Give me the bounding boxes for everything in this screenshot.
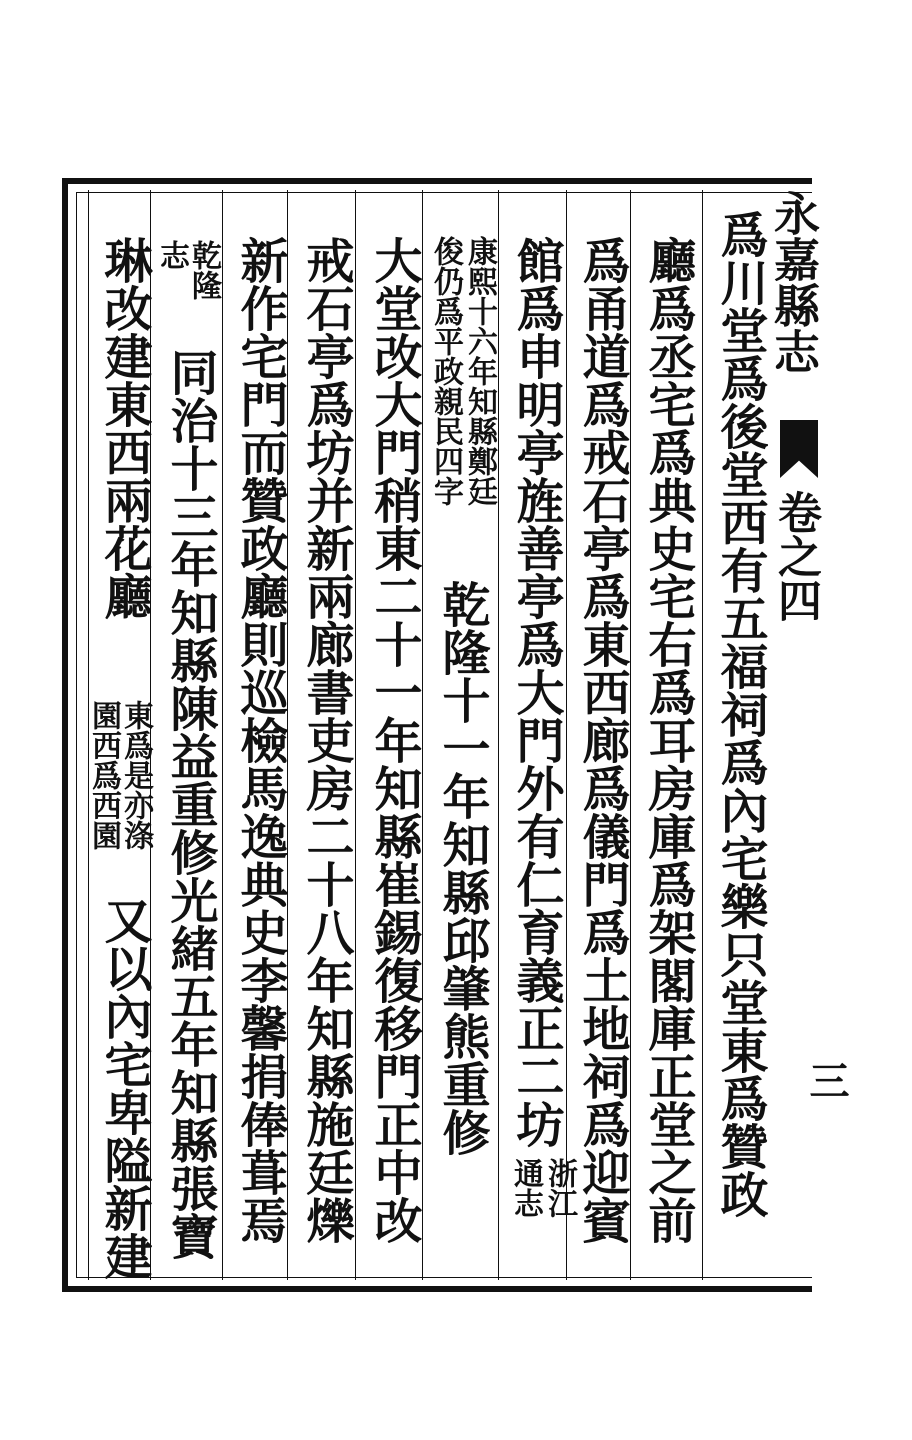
juan-number: 卷之四 [770, 490, 821, 622]
note-left: 志 [154, 240, 189, 270]
column-rule [566, 190, 567, 1280]
text-column-6: 大堂改大門稍東二十一年知縣崔錫復移門正中改 [366, 236, 422, 1244]
note-right: 浙江 [542, 1158, 577, 1218]
text-column-10b: 又以內宅卑隘新建 [96, 896, 152, 1280]
column-rule [422, 190, 423, 1280]
column-rule [498, 190, 499, 1280]
text-column-8: 新作宅門而贊政廳則巡檢馬逸典史李馨捐俸葺焉 [232, 236, 288, 1244]
column-rule [222, 190, 223, 1280]
text-column-5: 乾隆十一年知縣邱肇熊重修 [434, 580, 490, 1156]
text-column-4: 館爲申明亭旌善亭爲大門外有仁育義正二坊 [508, 236, 564, 1148]
note-left: 通志 [508, 1158, 543, 1218]
column-rule [702, 190, 703, 1280]
text-column-1: 爲川堂爲後堂西有五福祠爲內宅樂只堂東爲贊政 [712, 210, 768, 1218]
folio-number: 三 [803, 1060, 850, 1100]
note-left: 俊仍爲平政親民四字 [428, 236, 463, 506]
book-title: 永嘉縣志 [767, 190, 821, 374]
note-left: 園西爲西園 [86, 700, 121, 850]
text-column-10: 琳改建東西兩花廳 [96, 236, 152, 620]
note-right: 東爲是亦涤 [118, 700, 153, 850]
column-rule [355, 190, 356, 1280]
text-column-9: 同治十三年知縣陳益重修光緒五年知縣張寶 [162, 348, 218, 1260]
note-right: 康熙十六年知縣鄭廷 [462, 236, 497, 506]
note-right: 乾隆 [186, 240, 221, 300]
text-column-2: 廳爲丞宅爲典史宅右爲耳房庫爲架閣庫正堂之前 [640, 236, 696, 1244]
text-column-3: 爲甬道爲戒石亭爲東西廊爲儀門爲土地祠爲迎賓 [574, 236, 630, 1244]
text-column-7: 戒石亭爲坊并新兩廊書吏房二十八年知縣施廷爍 [298, 236, 354, 1244]
column-rule [630, 190, 631, 1280]
